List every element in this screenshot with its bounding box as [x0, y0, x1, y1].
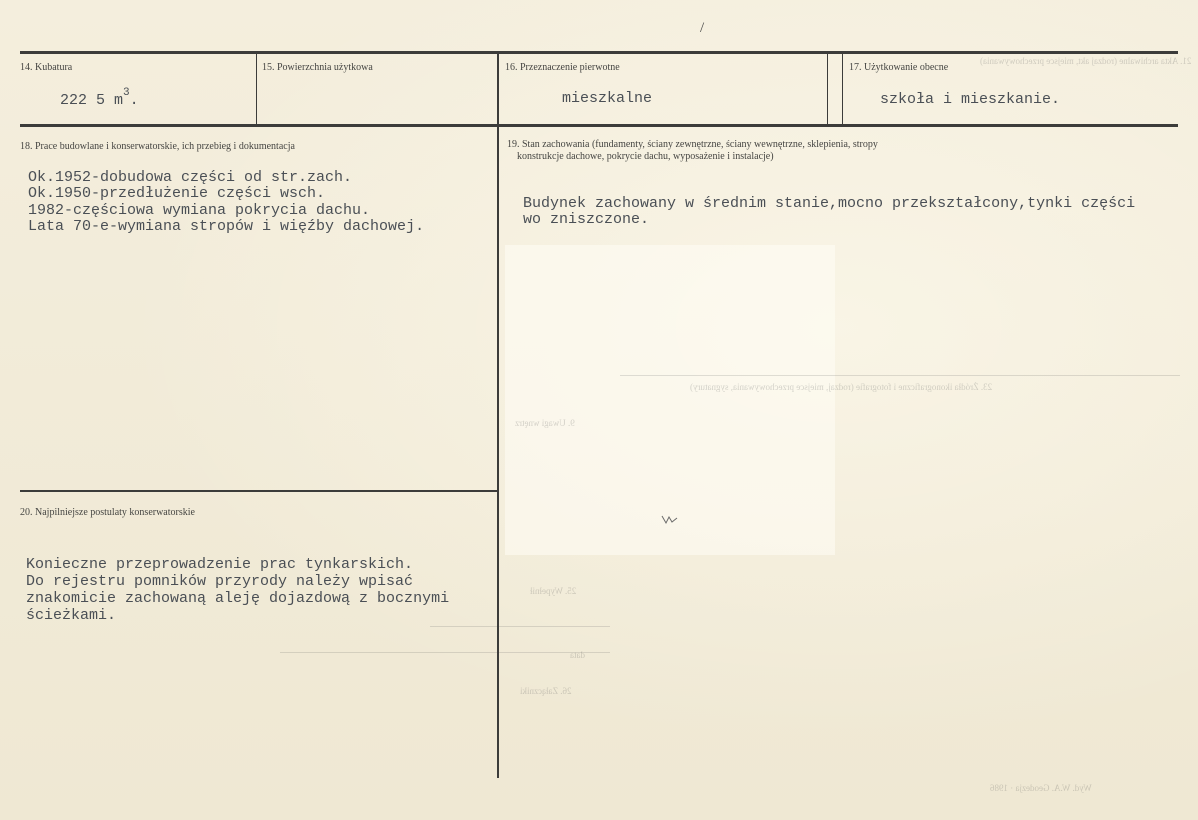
- bleed-through-rule: [430, 626, 610, 627]
- bleed-through-text: 23. Źródła ikonograficzne i fotografie (rodzaj, miejsce przechowywania, sygnatury): [690, 382, 993, 392]
- prace-line: Ok.1952-dobudowa części od str.zach.: [28, 169, 353, 186]
- postulaty-line: Konieczne przeprowadzenie prac tynkarskich.: [26, 556, 414, 573]
- field-label-powierzchnia: 15. Powierzchnia użytkowa: [262, 62, 373, 73]
- bleed-through-text: Wyd. W.A. Geodezja · 1986: [990, 783, 1092, 793]
- bleed-through-text: data: [570, 650, 585, 660]
- bleed-through-rule: [280, 652, 610, 653]
- postulaty-line: Do rejestru pomników przyrody należy wpisać: [26, 573, 414, 590]
- field-label-prace: 18. Prace budowlane i konserwatorskie, ich przebieg i dokumentacja: [20, 141, 295, 152]
- bleed-through-text: 26. Załączniki: [520, 686, 572, 696]
- field-label-kubatura: 14. Kubatura: [20, 62, 73, 73]
- prace-line: Ok.1950-przedłużenie części wsch.: [28, 185, 326, 202]
- field-label-postulaty: 20. Najpilniejsze postulaty konserwatorskie: [20, 507, 195, 518]
- column-rule: [256, 51, 257, 127]
- bleed-through-area: [505, 245, 835, 555]
- field-value-kubatura: 222 5 $m^3$.: [60, 87, 139, 109]
- bleed-through-text: 9. Uwagi wnętrz: [515, 418, 575, 428]
- stan-line: Budynek zachowany w średnim stanie,mocno przekształcony,tynki części: [523, 196, 1136, 212]
- field-label-stan: 19. Stan zachowania (fundamenty, ściany zewnętrzne, ściany wewnętrzne, sklepienia, stropy: [507, 139, 878, 150]
- column-rule: [827, 51, 828, 127]
- field-label-przeznaczenie: 16. Przeznaczenie pierwotne: [505, 62, 620, 73]
- top-rule: [20, 51, 1178, 54]
- bleed-through-text: 21. Akta archiwalne (rodzaj akt, miejsce przechowywania): [980, 56, 1192, 66]
- stan-line: wo zniszczone.: [523, 211, 650, 228]
- field-label-uzytkowanie: 17. Użytkowanie obecne: [849, 62, 949, 73]
- pencil-mark-icon: [660, 512, 680, 526]
- center-rule: [497, 51, 499, 778]
- top-mark: /: [700, 20, 705, 36]
- bleed-through-rule: [620, 375, 1180, 376]
- field-value-przeznaczenie: mieszkalne: [562, 90, 653, 107]
- field-value-uzytkowanie: szkoła i mieszkanie.: [880, 91, 1061, 108]
- section-rule: [20, 490, 497, 492]
- prace-line: 1982-częściowa wymiana pokrycia dachu.: [28, 202, 371, 219]
- postulaty-line: znakomicie zachowaną aleję dojazdową z bocznymi: [26, 590, 450, 607]
- postulaty-line: ścieżkami.: [26, 607, 117, 624]
- bleed-through-text: 25. Wypełnił: [530, 586, 577, 596]
- field-label-stan-cont: konstrukcje dachowe, pokrycie dachu, wyposażenie i instalacje): [517, 151, 774, 162]
- column-rule: [842, 51, 843, 127]
- prace-line: Lata 70-e-wymiana stropów i więźby dachowej.: [28, 218, 425, 235]
- row-rule: [20, 124, 1178, 127]
- stan-text-area: [520, 196, 1198, 236]
